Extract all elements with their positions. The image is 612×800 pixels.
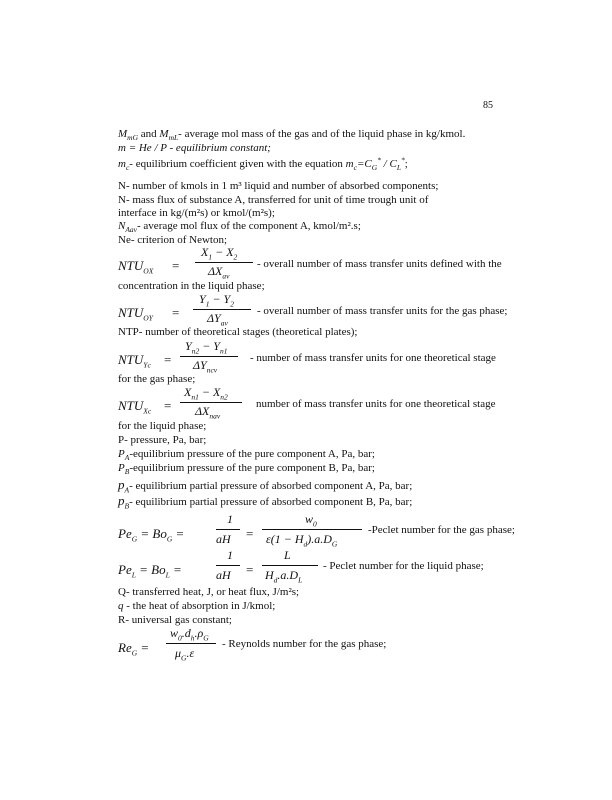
line-ntu-xc-cont: for the liquid phase; — [118, 420, 207, 432]
peg-desc: -Peclet number for the gas phase; — [368, 524, 515, 536]
line-PB-def: $P_B$-equilibrium pressure of the pure component B, Pa, bar; — [118, 462, 375, 477]
text-pB-desc: - equilibrium partial pressure of absorbed component B, Pa, bar; — [129, 496, 413, 508]
line-ntu-yc-cont: for the gas phase; — [118, 373, 196, 385]
line-P-def: P- pressure, Pa, bar; — [118, 434, 207, 446]
line-Q-def: Q- transferred heat, J, or heat flux, J/m²s; — [118, 586, 300, 598]
line-PA-def: $P_A$-equilibrium pressure of the pure component A, Pa, bar; — [118, 448, 375, 463]
line-q-def: q - the heat of absorption in J/kmol; — [118, 600, 276, 612]
text-naav-desc: - average mol flux of the component A, kmol/m².s; — [137, 220, 361, 232]
text-q-desc: - the heat of absorption in J/kmol; — [126, 600, 276, 612]
line-molar-mass: $M_{mG}$ and $M_{mL}-$ average mol mass of the gas and of the liquid phase in kg/kmol. — [118, 128, 466, 143]
text-pb-desc: -equilibrium pressure of the pure component B, Pa, bar; — [129, 462, 375, 474]
line-mc-def: $m_c-$ equilibrium coefficient given with the equation $m_c=C_G^* / C_L^*$; — [118, 155, 408, 173]
line-m-def: m = He / P - equilibrium constant; — [118, 142, 271, 154]
line-pB-def: $p_B-$ equilibrium partial pressure of absorbed component B, Pa, bar; — [118, 493, 413, 511]
pel-desc: - Peclet number for the liquid phase; — [323, 560, 484, 572]
reg-desc: - Reynolds number for the gas phase; — [222, 638, 387, 650]
line-Ne-def: Ne- criterion of Newton; — [118, 234, 228, 246]
ntu-xc-desc: number of mass transfer units for one theoretical stage — [256, 398, 496, 410]
text-mc-end: ; — [404, 158, 408, 170]
line-NAav-def: $N_{Aav}-$ average mol flux of the component A, kmol/m².s; — [118, 220, 361, 235]
ntu-yc-desc: - number of mass transfer units for one theoretical stage — [250, 352, 496, 364]
line-N-def: N- number of kmols in 1 m³ liquid and number of absorbed components; — [118, 180, 439, 192]
line-ntu-ox-cont: concentration in the liquid phase; — [118, 280, 265, 292]
text-molar-mass-desc: - average mol mass of the gas and of the liquid phase in kg/kmol. — [178, 128, 466, 140]
line-ntp-def: NTP- number of theoretical stages (theoretical plates); — [118, 326, 358, 338]
text-pa-desc: -equilibrium pressure of the pure component A, Pa, bar; — [129, 448, 375, 460]
line-NA-def-2: interface in kg/(m²s) or kmol/(m²s); — [118, 207, 275, 219]
ntu-oy-desc: - overall number of mass transfer units for the gas phase; — [257, 305, 508, 317]
line-R-def: R- universal gas constant; — [118, 614, 232, 626]
page-number: 85 — [483, 100, 493, 111]
text-mc-desc: - equilibrium coefficient given with the equation — [129, 158, 343, 170]
text-and: and — [140, 128, 157, 140]
text-pA-desc: - equilibrium partial pressure of absorbed component A, Pa, bar; — [129, 480, 413, 492]
line-pA-def: $p_A-$ equilibrium partial pressure of absorbed component A, Pa, bar; — [118, 477, 413, 495]
line-NA-def-1: N- mass flux of substance A, transferred for unit of time trough unit of — [118, 194, 429, 206]
ntu-ox-desc: - overall number of mass transfer units defined with the — [257, 258, 502, 270]
